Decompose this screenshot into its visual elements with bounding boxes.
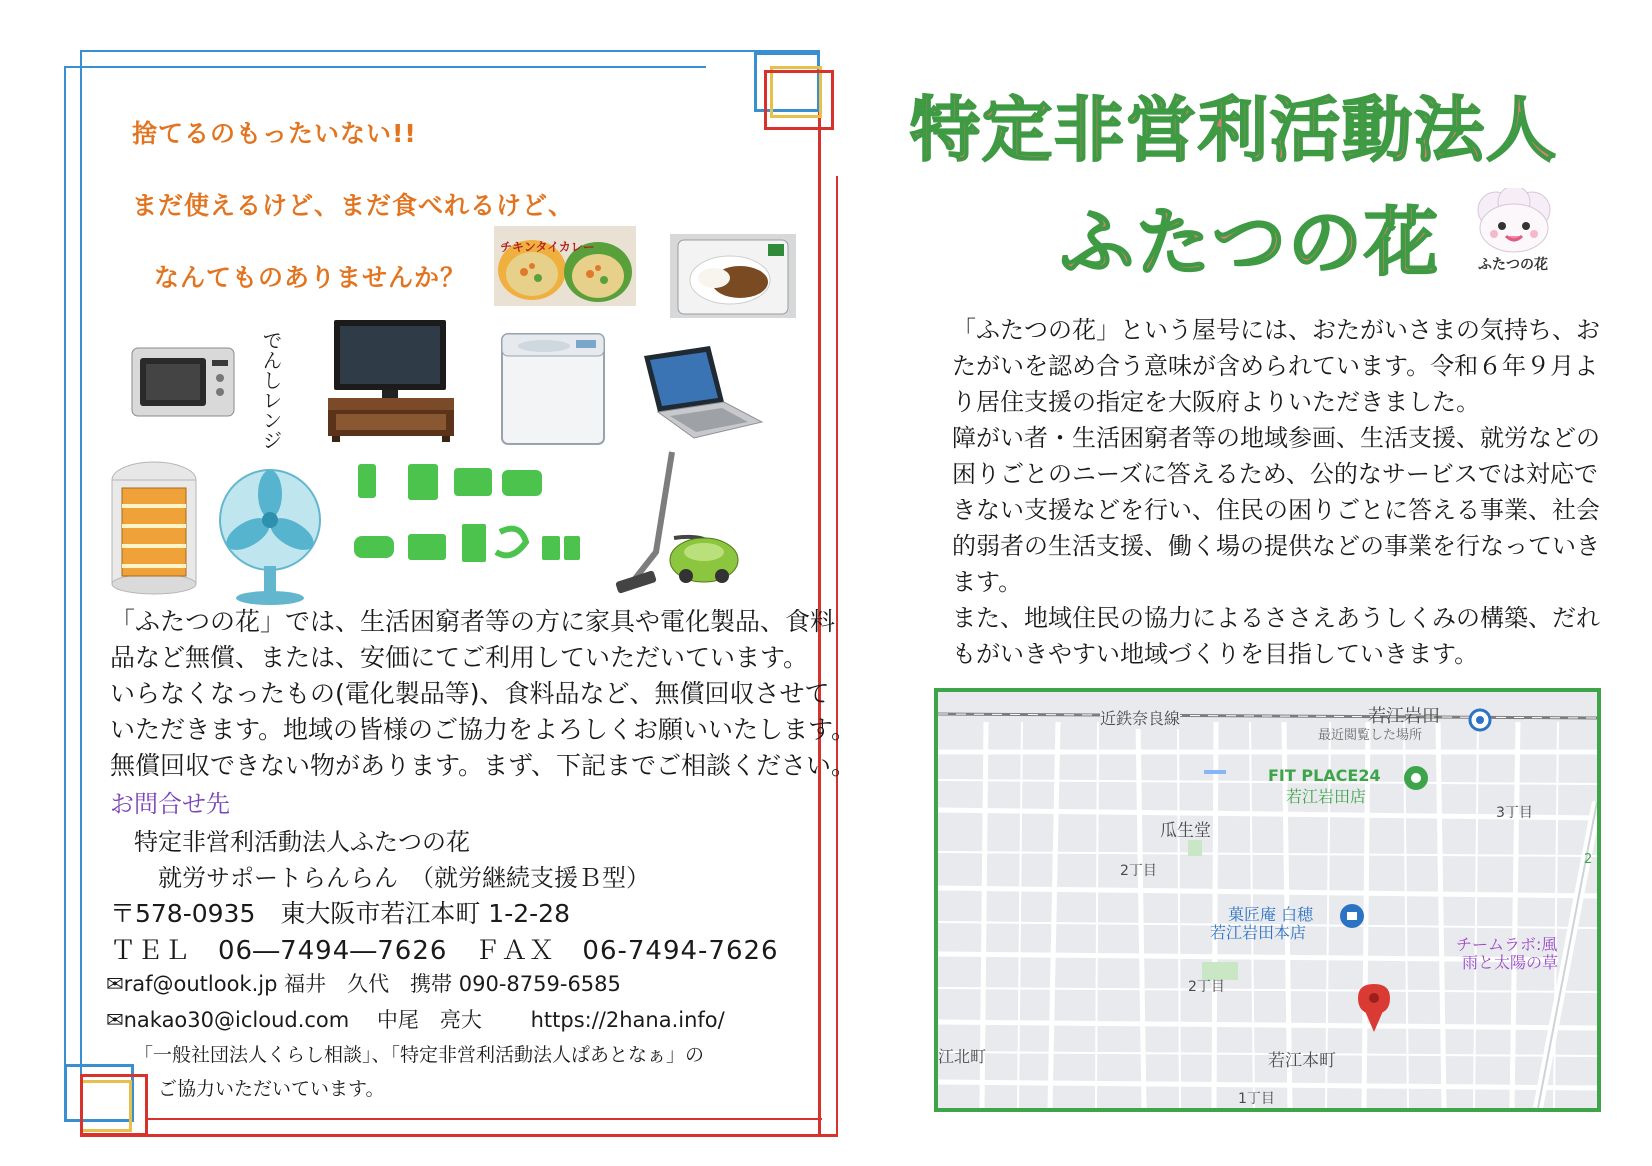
flyer-body-line: 「ふたつの花」では、生活困窮者等の方に家具や電化製品、食料 [110,607,836,636]
frame-line [80,1134,838,1137]
heater-illustration [106,460,202,600]
frame-line [64,66,706,68]
corner-square [764,70,834,130]
description-line: また、地域住民の協力によるささえあうしくみの構築、だれ [952,604,1600,632]
frame-line [80,50,82,1112]
flyer-body-line: いらなくなったもの(電化製品等)、食料品など、無償回収させて [110,679,830,708]
vacuum-cleaner-illustration [612,448,742,606]
frame-line [64,66,66,1120]
map-label: 2丁目 [1120,863,1157,879]
frame-line [146,1118,822,1120]
electric-fan-illustration [214,466,326,610]
contact-email-link[interactable]: ✉raf@outlook.jp 福井 久代 携帯 090-8759-6585 [106,972,621,996]
map-label: 瓜生堂 [1160,821,1211,841]
washing-machine-illustration [498,326,610,450]
map-label: 3丁目 [1496,805,1533,821]
description-line: 的弱者の生活支援、働く場の提供などの事業を行なっていき [952,532,1600,560]
description-line: 「ふたつの花」という屋号には、おたがいさまの気持ち、お [952,316,1600,344]
map-label-station: 若江岩田 [1368,706,1440,727]
flyer-body-line: 無償回収できない物があります。まず、下記までご相談ください。 [110,751,857,780]
location-map[interactable] [934,688,1601,1112]
map-label: 2 [1584,852,1593,867]
map-label-gym: FIT PLACE24 [1268,766,1381,785]
retort-food-photo [670,234,796,318]
description-line: ます。 [952,568,1023,596]
contact-service: 就労サポートらんらん （就労継続支援Ｂ型） [158,864,650,892]
map-label-shop: 若江岩田本店 [1210,923,1307,942]
microwave-illustration [130,344,236,424]
headline: なんてものありませんか？ [154,263,467,292]
map-label: 江北町 [938,1047,987,1066]
org-description [952,312,1600,672]
description-line: たがいを認め合う意味が含められています。令和６年９月よ [952,352,1599,380]
contact-phone: ＴＥＬ 06―7494―7626 ＦＡＸ 06-7494-7626 [110,936,779,966]
map-label: 1丁目 [1238,1091,1275,1107]
headline: まだ使えるけど、まだ食べれるけど、 [132,191,575,220]
map-label-shop: 菓匠庵 白穂 [1228,905,1314,924]
small-devices-icons [350,462,586,590]
cooperation-note: ご協力いただいています。 [158,1078,385,1100]
cooperation-note: 「一般社団法人くらし相談」、「特定非営利活動法人ぱあとなぁ」の [134,1044,705,1066]
microwave-caption: でんしレンジ [259,330,283,450]
frame-line [80,50,820,52]
curry-cans-photo [494,226,636,306]
corner-square [80,1074,148,1136]
flyer-body-line: 品など無償、または、安価にてご利用していただいています。 [110,643,809,672]
map-label: 2丁目 [1188,979,1225,995]
map-label-gym: 若江岩田店 [1286,787,1367,806]
map-label: 最近閲覧した場所 [1318,728,1423,743]
television-illustration [326,318,456,448]
description-line: きない支援などを行い、住民の困りごとに答える事業、社会 [952,496,1600,524]
headline: 捨てるのもったいない!! [132,119,417,148]
flyer-body [110,604,856,784]
map-label-teamlab: チームラボ:風 [1456,935,1558,954]
contact-heading: お問合せ先 [110,790,230,818]
contact-organization: 特定非営利活動法人ふたつの花 [134,828,470,856]
flyer-body-line: いただきます。地域の皆様のご協力をよろしくお願いいたします。 [110,715,857,744]
frame-line [818,66,821,1136]
org-name-title: ふたつの花 [1060,200,1440,286]
mascot-logo [1466,188,1562,274]
map-label: 若江本町 [1268,1051,1336,1071]
curry-label: チキンタイカレー [500,240,595,254]
map-label: 近鉄奈良線 [1100,706,1180,729]
description-line: 障がい者・生活困窮者等の地域参画、生活支援、就労などの [952,424,1600,452]
mascot-logo-text: ふたつの花 [1478,257,1548,273]
description-line: り居住支援の指定を大阪府よりいただきました。 [952,388,1480,416]
map-label-teamlab: 雨と太陽の草 [1462,953,1559,972]
contact-email-link[interactable]: ✉nakao30@icloud.com 中尾 亮大 https://2hana.info/ [106,1008,725,1032]
description-line: 困りごとのニーズに答えるため、公的なサービスでは対応で [952,460,1598,488]
laptop-illustration [640,346,764,444]
description-line: もがいきやすい地域づくりを目指していきます。 [952,640,1479,668]
contact-address: 〒578-0935 東大阪市若江本町 1-2-28 [110,899,570,928]
org-title: 特定非営利活動法人 [910,89,1558,171]
